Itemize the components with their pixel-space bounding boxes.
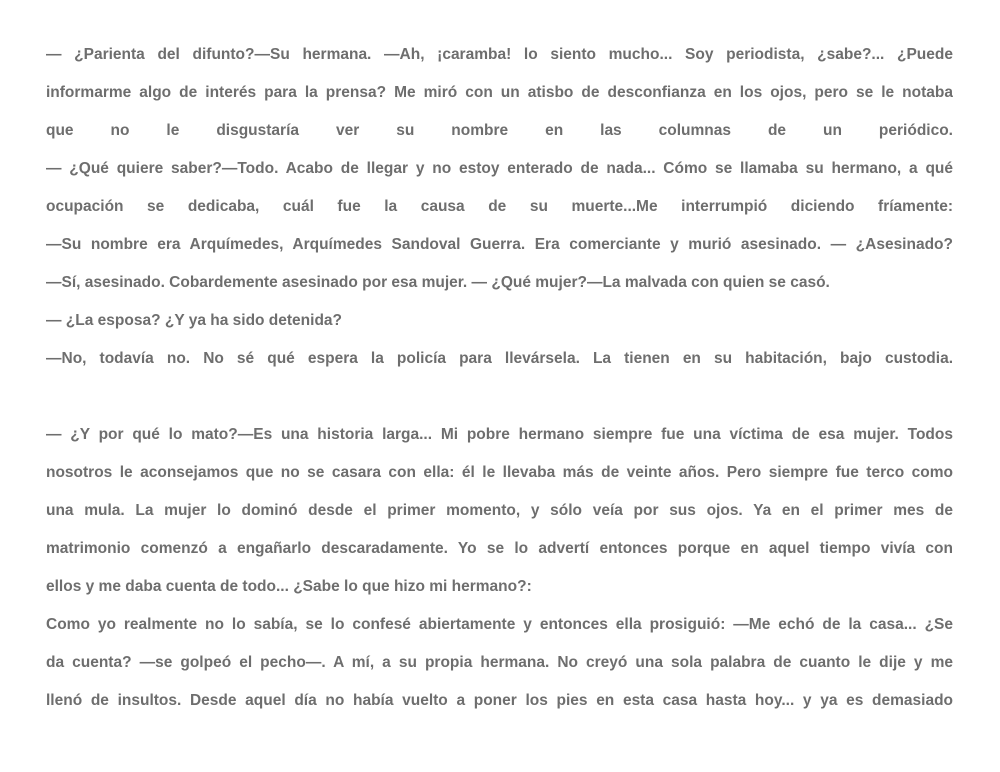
text-line: — ¿Y por qué lo mato?—Es una historia larga... Mi pobre hermano siempre fue una víctima de esa mujer. Todos <box>46 426 953 443</box>
text-line: —No, todavía no. No sé qué espera la policía para llevársela. La tienen en su habitación, bajo custodia. <box>46 350 953 367</box>
text-line: — ¿Qué quiere saber?—Todo. Acabo de llegar y no estoy enterado de nada... Cómo se llamaba su hermano, a qué <box>46 160 953 177</box>
text-line: matrimonio comenzó a engañarlo descaradamente. Yo se lo advertí entonces porque en aquel tiempo vivía con <box>46 540 953 557</box>
text-line: informarme algo de interés para la prensa? Me miró con un atisbo de desconfianza en los ojos, pero se le notaba <box>46 84 953 101</box>
text-line: nosotros le aconsejamos que no se casara con ella: él le llevaba más de veinte años. Pero siempre fue terco como <box>46 464 953 481</box>
text-line: Como yo realmente no lo sabía, se lo confesé abiertamente y entonces ella prosiguió: —Me echó de la casa... ¿Se <box>46 616 953 633</box>
text-line: — ¿Parienta del difunto?—Su hermana. —Ah, ¡caramba! lo siento mucho... Soy periodista, ¿sabe?... ¿Puede <box>46 46 953 63</box>
text-line: —Su nombre era Arquímedes, Arquímedes Sandoval Guerra. Era comerciante y murió asesinado. — ¿Asesinado? <box>46 236 953 253</box>
document-page <box>46 36 953 720</box>
text-line: da cuenta? —se golpeó el pecho—. A mí, a su propia hermana. No creyó una sola palabra de cuanto le dije y me <box>46 654 953 671</box>
text-line: una mula. La mujer lo dominó desde el primer momento, y sólo veía por sus ojos. Ya en el primer mes de <box>46 502 953 519</box>
text-line: llenó de insultos. Desde aquel día no había vuelto a poner los pies en esta casa hasta hoy... y ya es demasiado <box>46 692 953 709</box>
text-line: que no le disgustaría ver su nombre en las columnas de un periódico. <box>46 122 953 139</box>
text-line: — ¿La esposa? ¿Y ya ha sido detenida? <box>46 312 343 329</box>
blank-line <box>46 378 953 416</box>
text-line: ellos y me daba cuenta de todo... ¿Sabe lo que hizo mi hermano?: <box>46 578 532 595</box>
text-line: —Sí, asesinado. Cobardemente asesinado por esa mujer. — ¿Qué mujer?—La malvada con quien se casó. <box>46 274 830 291</box>
text-line: ocupación se dedicaba, cuál fue la causa de su muerte...Me interrumpió diciendo fríamente: <box>46 198 953 215</box>
